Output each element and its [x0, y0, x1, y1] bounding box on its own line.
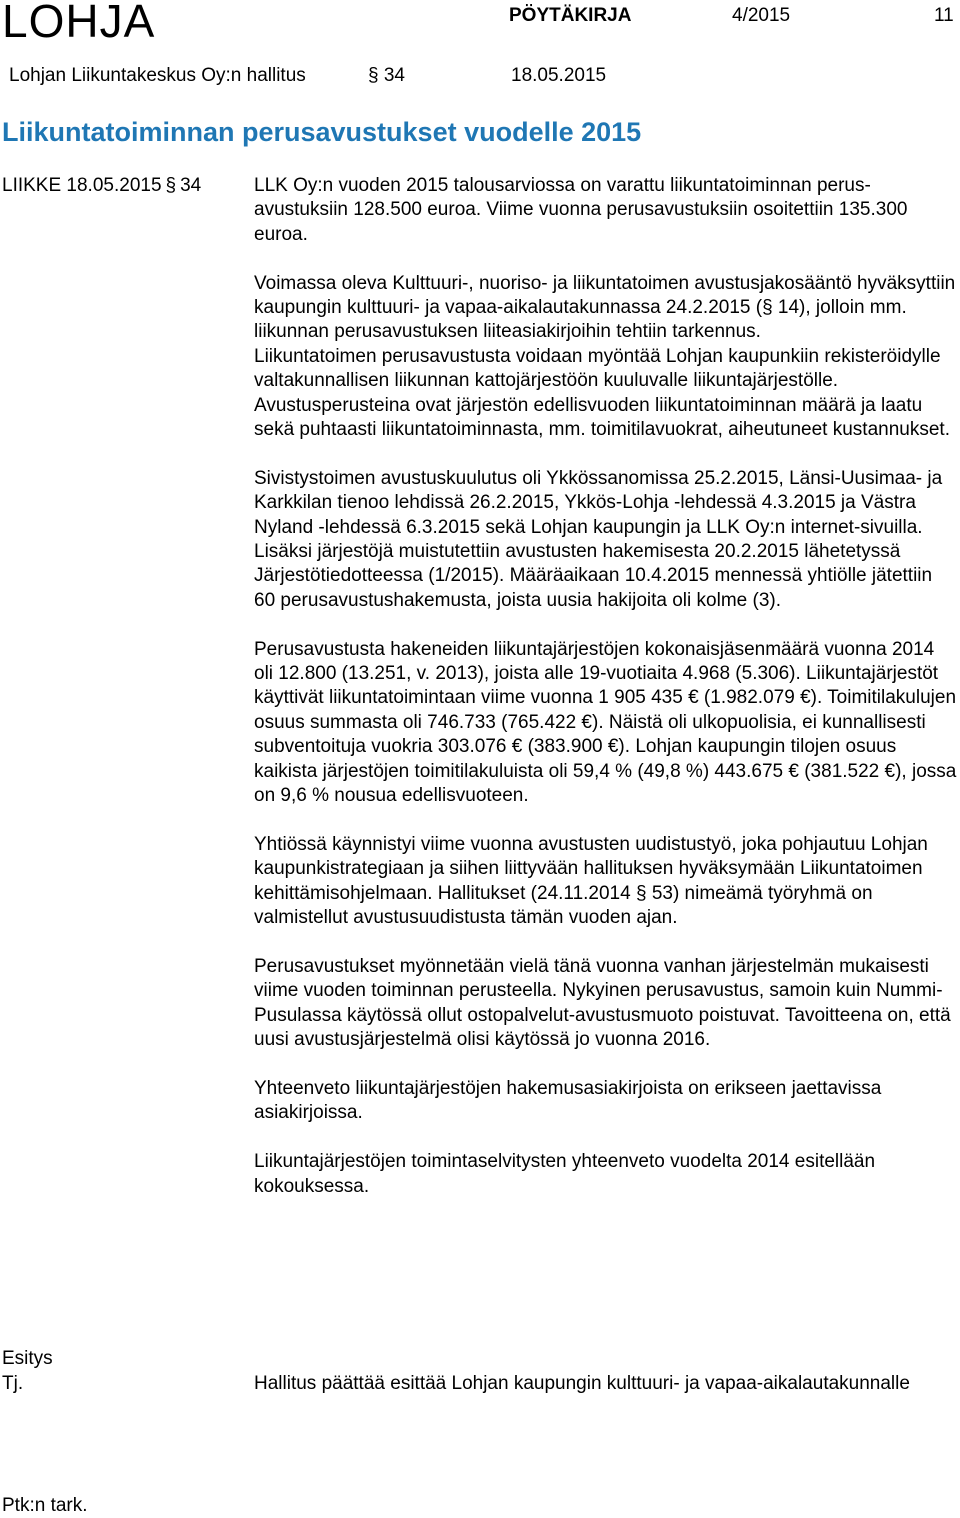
paragraph: Liikuntajärjestöjen toimintaselvitysten yhteenveto vuodelta 2014 esitellään kokouksessa. [254, 1151, 876, 1197]
paragraph: Liikuntatoimen perusavustusta voidaan myöntää Lohjan kaupunkiin rekisteröidylle valtakunnallisen liikunnan kattojärjestöön kuuluvalle liikuntajärjestölle. Avustusperusteina ovat järjestön edellisvuoden liikuntatoiminnan määrä ja laatu sekä puhtaasti liikuntatoiminnasta, mm. toimitilavuokrat, aiheutuneet kustannukset. [254, 345, 950, 441]
doc-type: PÖYTÄKIRJA [509, 5, 632, 26]
reference-number: 34 [180, 175, 202, 196]
paragraph: LLK Oy:n vuoden 2015 talousarviossa on varattu liikuntatoiminnan perusavustuksiin 128.500 euroa. Viime vuonna perusavustuksiin osoitettiin 135.300 euroa. [254, 175, 908, 245]
footer-note: Ptk:n tark. [2, 1495, 88, 1516]
reference-prefix: LIIKKE 18.05.2015 [2, 175, 162, 196]
paragraph: Perusavustukset myönnetään vielä tänä vuonna vanhan järjestelmän mukaisesti viime vuoden toiminnan perusteella. Nykyinen perusavustus, samoin kuin Nummi-Pusulassa käytössä ollut ostopalvelut-avustusmuoto poistuvat. Tavoitteena on, että uusi avustusjärjestelmä olisi käytössä jo vuonna 2016. [254, 955, 951, 1051]
section-sign-icon: § [368, 65, 379, 86]
proposal-label: Esitys [2, 1348, 53, 1369]
paragraph: Sivistystoimen avustuskuulutus oli Ykkössanomissa 25.2.2015, Länsi-Uusimaa- ja Karkkilan tienoo lehdissä 26.2.2015, Ykkös-Lohja -lehdessä 4.3.2015 ja Västra Nyland -lehdessä 6.3.2015 sekä Lohjan kaupungin ja LLK Oy:n internet-sivuilla. Lisäksi järjestöjä muistutettiin avustusten hakemisesta 20.2.2015 lähetetyssä Järjestötiedotteessa (1/2015). Määräaikaan 10.4.2015 mennessä yhtiölle jätettiin 60 perusavustushakemusta, joista uusia hakijoita oli kolme (3). [254, 467, 943, 611]
meeting-date: 18.05.2015 [511, 65, 607, 86]
doc-number: 4/2015 [732, 5, 791, 26]
paragraph: Yhtiössä käynnistyi viime vuonna avustusten uudistustyö, joka pohjautuu Lohjan kaupunkistrategiaan ja siihen liittyvään hallituksen hyväksymään Liikuntatoimen kehittämisohjelmaan. Hallitukset (24.11.2014 § 53) nimeämä työryhmä on valmistellut avustusuudistusta tämän vuoden ajan. [254, 833, 928, 929]
page-title: Liikuntatoiminnan perusavustukset vuodelle 2015 [2, 117, 642, 147]
section-sign-icon: § [165, 175, 177, 196]
header-section [368, 64, 405, 88]
paragraph: Perusavustusta hakeneiden liikuntajärjestöjen kokonaisjäsenmäärä vuonna 2014 oli 12.800 (13.251, v. 2013), joista alle 19-vuotiaita 4.968 (5.306). Liikuntajärjestöt käyttivät liikuntatoimintaan viime vuonna 1 905 435 € (1.982.079 €). Toimitilakulujen osuus summasta oli 746.733 (765.422 €). Näistä oli ulkopuolisia, ei kunnallisesti subventoituja vuokria 303.076 € (383.900 €). Lohjan kaupungin tilojen osuus kaikista järjestöjen toimitilakuluista oli 59,4 % (49,8 %) 443.675 € (381.522 €), jossa on 9,6 % nousua edellisvuoteen. [254, 638, 957, 807]
header-section-number: 34 [383, 65, 405, 86]
lohja-logo: LOHJA [2, 0, 156, 47]
paragraph: Voimassa oleva Kulttuuri-, nuoriso- ja liikuntatoimen avustusjakosääntö hyväksyttiin kaupungin kulttuuri- ja vapaa-aikalautakunnassa 24.2.2015 (§ 14), jolloin mm. liikunnan perusavustuksen liiteasiakirjoihin tehtiin tarkennus. [254, 272, 956, 343]
paragraph: Yhteenveto liikuntajärjestöjen hakemusasiakirjoista on erikseen jaettavissa asiakirjoissa. [254, 1077, 882, 1124]
proposal-presenter: Tj. [2, 1373, 24, 1394]
proposal-text: Hallitus päättää esittää Lohjan kaupungin kulttuuri- ja vapaa-aikalautakunnalle [254, 1373, 910, 1394]
document-body [254, 174, 958, 1223]
organ-name: Lohjan Liikuntakeskus Oy:n hallitus [9, 65, 306, 86]
reference [2, 174, 201, 198]
page-number: 11 [934, 5, 954, 26]
